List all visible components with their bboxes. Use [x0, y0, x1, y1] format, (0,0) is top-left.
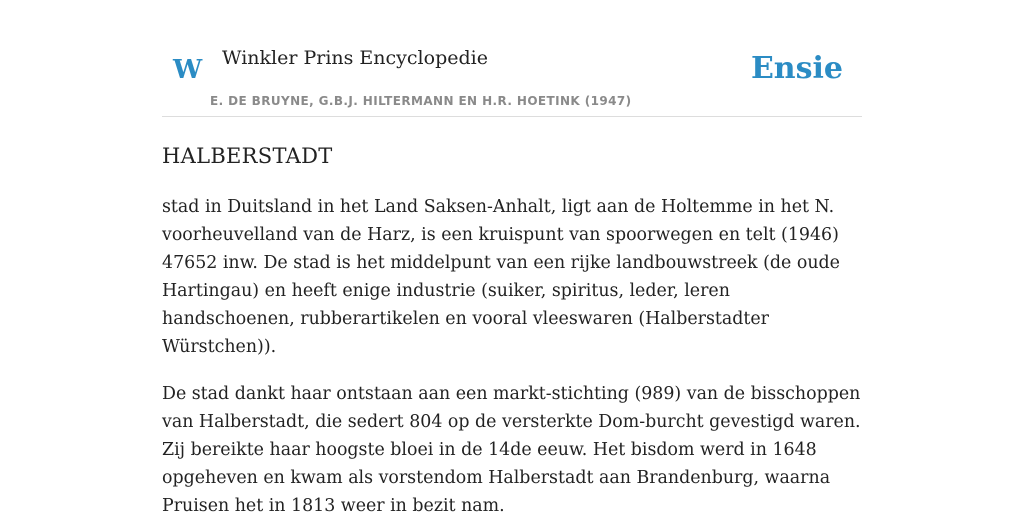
book-header — [162, 0, 862, 117]
book-authors: E. DE BRUYNE, G.B.J. HILTERMANN EN H.R. HOETINK (1947) — [210, 94, 632, 108]
article-headword: HALBERSTADT — [162, 144, 333, 168]
article-paragraph-1: stad in Duitsland in het Land Saksen-Anhalt, ligt aan de Holtemme in het N. voorheuvelland van de Harz, is een kruispunt van spoorwegen en telt (1946) 47652 inw. De stad is het middelpunt van een rijke landbouwstreek (de oude Hartingau) en heeft enige industrie (suiker, spiritus, leder, leren handschoenen, rubberartikelen en vooral vleeswaren (Halberstadter Würstchen)). — [162, 197, 840, 357]
book-title[interactable]: Winkler Prins Encyclopedie — [222, 47, 488, 69]
ensie-logo[interactable]: Ensie — [750, 51, 843, 86]
winkler-prins-logo[interactable]: W — [173, 55, 203, 85]
page-container — [162, 0, 862, 520]
article-paragraph-2: De stad dankt haar ontstaan aan een markt-stichting (989) van de bisschoppen van Halberstadt, die sedert 804 op de versterkte Dom-burcht gevestigd waren. Zij bereikte haar hoogste bloei in de 14de eeuw. Het bisdom werd in 1648 opgeheven en kwam als vorstendom Halberstadt aan Brandenburg, waarna Pruisen het in 1813 weer in bezit nam. — [162, 384, 861, 516]
